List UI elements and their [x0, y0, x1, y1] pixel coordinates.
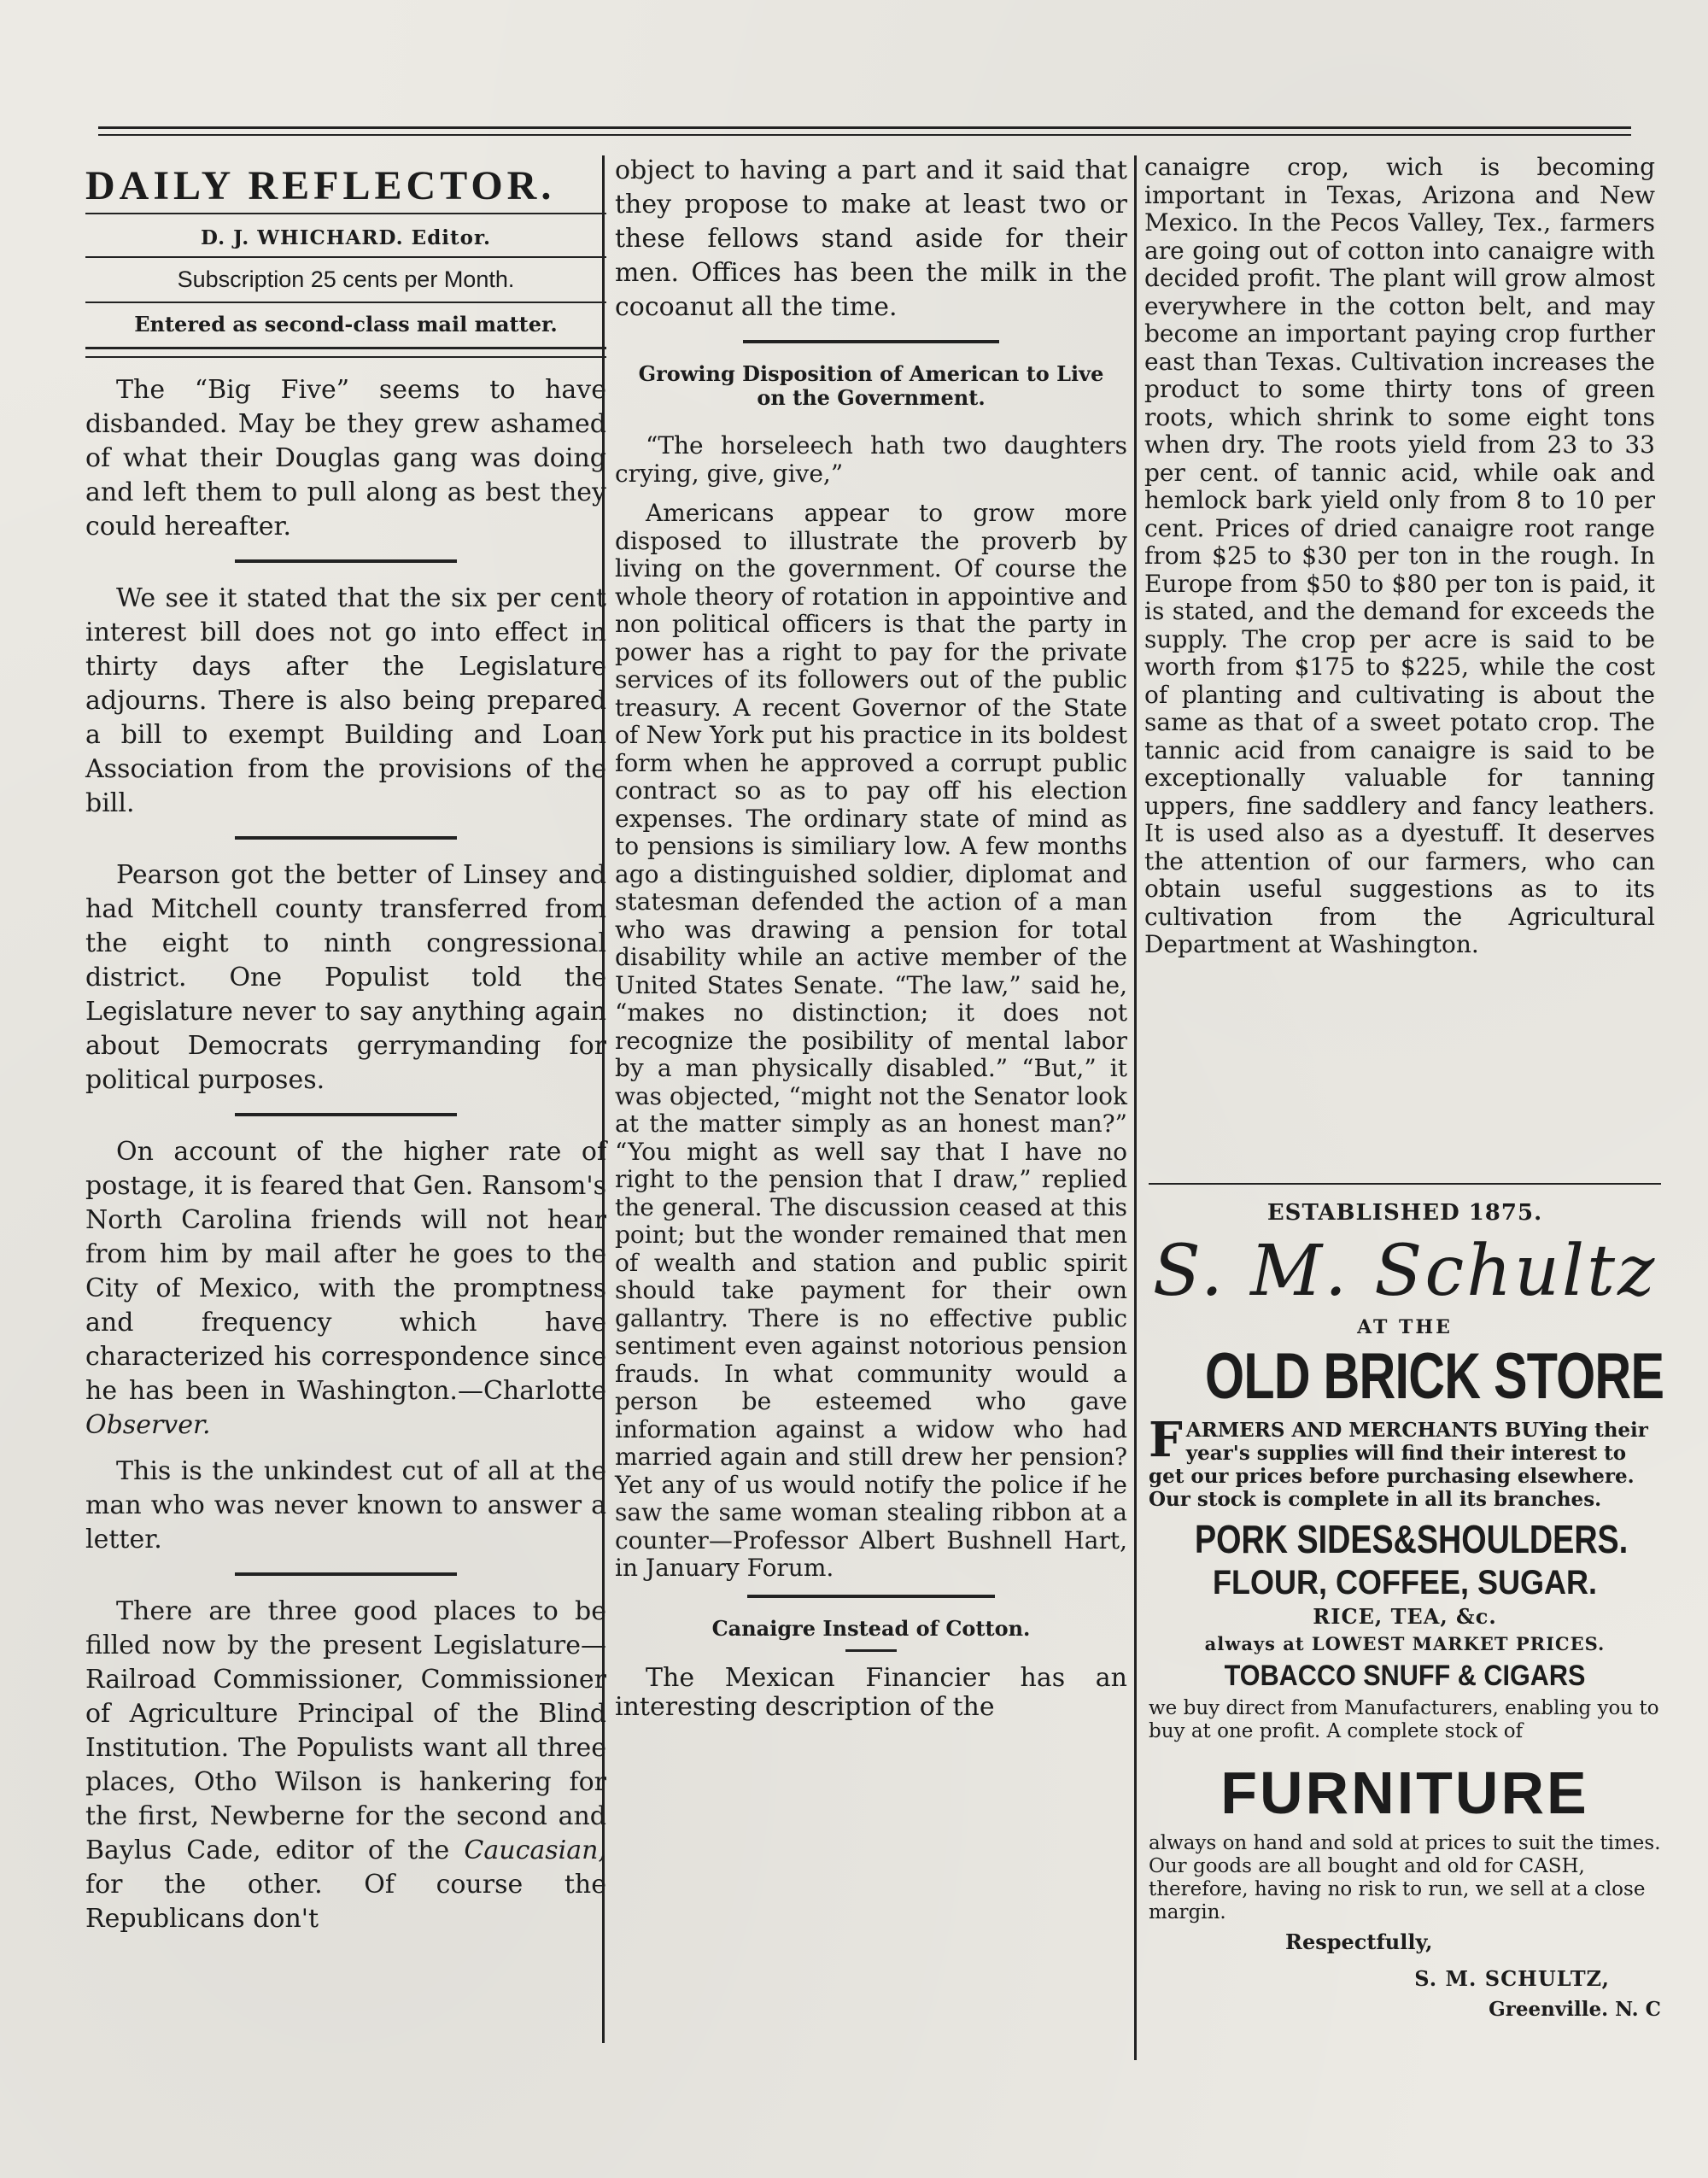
schultz-advertisement: [1149, 1183, 1664, 2021]
separator-rule: [743, 340, 999, 343]
article-big-five: The “Big Five” seems to have disbanded. May be they grew ashamed of what their Douglas gang was doing and left them to pull along as best they could hereafter.: [85, 375, 606, 542]
article-pensions: Americans appear to grow more disposed to illustrate the proverb by living on the government. Of course the whole theory of rotation in appointive and non political officers is that the party in power has a right to pay for the private services of its followers out of the public treasury. A recent Governor of the State of New York put his practice in its boldest form when he approved a corrupt public contract so as to pay off his election expenses. The ordinary state of mind as to pensions is similiary low. A few months ago a distinguished soldier, diplomat and statesman defended the action of a man who was drawing a pension for total disability while an active member of the United States Senate. “The law,” said he, “makes no distinction; it does not recognize the posibility of mental labor by a man physically disabled.” “But,” it was objected, “might not the Senator look at the matter simply as an honest man?” “You might as well say that I have no right to the pension that I draw,” replied the general. The discussion ceased at this point; but the wonder remained that men of wealth and station and public spirit should take payment for their own gallantry. There is no effective public sentiment even against notorious pension frauds. In what community would a person be esteemed who gave information against a widow who had married again and still drew her pension? Yet any of us would notify the police if he saw the same woman stealing ribbon at a counter—Professor Albert Bushnell Hart, in January Forum.: [615, 499, 1127, 1582]
source-observer: Observer.: [85, 1410, 211, 1440]
ad-pork: PORK SIDES&SHOULDERS.: [1195, 1517, 1629, 1561]
headline-disposition: Growing Disposition of American to Live on the Government.: [638, 361, 1104, 410]
separator-rule: [235, 836, 457, 840]
article-postage: [85, 1135, 606, 1443]
article-canaigre-continued: canaigre crop, wich is becoming important in Texas, Arizona and New Mexico. In the Pecos Valley, Tex., farmers are going out of cotton into canaigre with decided profit. The plant will grow almost everywhere in the cotton belt, and may become an important paying crop further east than Texas. Cultivation increases the product to some thirty tons of green roots, which shrink to some eight tons when dry. The roots yield from 23 to 33 per cent. of tannic acid, while oak and hemlock bark yield only from 8 to 10 per cent. Prices of dried canaigre root range from $25 to $30 per ton in the rough. In Europe from $50 to $80 per ton is paid, it is stated, and the demand for exceeds the supply. The crop per acre is said to be worth from $175 to $225, while the cost of planting and cultivating is about the same as that of a sweet potato crop. The tannic acid from canaigre is said to be exceptionally valuable for tanning uppers, fine saddlery and fancy leathers. It is used also as a dyestuff. It deserves the attention of our farmers, who can obtain useful suggestions as to its cultivation from the Agricultural Department at Washington.: [1144, 153, 1655, 958]
article-three-places-text: There are three good places to be filled now by the present Legislature—Railroad Commissioner, Commissioner of Agriculture Principal of the Blind Institution. The Populists want all three places, Otho Wilson is hankering for the first, Newberne for the second and Baylus Cade, editor of the: [85, 1596, 606, 1865]
article-postage-text: On account of the higher rate of postage, it is feared that Gen. Ransom's North Carolina friends will not hear from him by mail after he goes to the City of Mexico, with the promptness and frequency which have characterized his correspondence since he has been in Washington.—Charlotte: [85, 1137, 606, 1406]
ad-signature: S. M. SCHULTZ,: [1414, 1966, 1610, 1991]
article-interest-bill: We see it stated that the six per cent interest bill does not go into effect in thirty days after the Legislature adjourns. There is also being prepared a bill to exempt Building and Loan Association from the provisions of the bill.: [85, 583, 606, 818]
ad-furniture: FURNITURE: [1220, 1759, 1589, 1826]
top-rule: [98, 126, 1631, 129]
ad-respectfully: Respectfully,: [1285, 1929, 1433, 1954]
ad-location: Greenville. N. C: [1489, 1998, 1661, 2021]
ad-cash-terms: always on hand and sold at prices to suit the times. Our goods are all bought and old for CASH, therefore, having no risk to run, we sell at a close margin.: [1149, 1832, 1661, 1923]
article-pearson: Pearson got the better of Linsey and had Mitchell county transferred from the eight to ninth congressional district. One Populist told the Legislature never to say anything again about Democrats gerrymanding for political purposes.: [85, 860, 606, 1095]
quote-horseleech: “The horseleech hath two daughters crying, give, give,”: [615, 431, 1127, 488]
ad-tobacco: TOBACCO SNUFF & CIGARS: [1224, 1660, 1586, 1692]
top-rule-thin: [98, 134, 1631, 136]
headline-canaigre: Canaigre Instead of Cotton.: [711, 1615, 1031, 1641]
separator-rule: [235, 1572, 457, 1576]
column-3: [1136, 154, 1664, 971]
separator-rule: [235, 559, 457, 563]
article-offices: object to having a part and it said that they propose to make at least two or these fellows stand aside for their men. Offices has been the milk in the cocoanut all the time.: [615, 155, 1127, 322]
ad-script-name: S. M. Schultz: [1152, 1231, 1658, 1312]
separator-rule: [235, 1113, 457, 1116]
separator-rule: [747, 1595, 995, 1598]
article-three-places-end: for the other. Of course the Republicans don't: [85, 1870, 606, 1934]
ad-established: ESTABLISHED 1875.: [1266, 1200, 1543, 1226]
ad-dropcap: F: [1149, 1412, 1183, 1468]
caucasian-italic: Caucasian,: [464, 1835, 606, 1865]
article-unkindest-cut: This is the unkindest cut of all at the man who was never known to answer a letter.: [85, 1456, 606, 1554]
column-2: [606, 154, 1136, 1734]
subscription-line: Subscription 25 cents per Month.: [85, 256, 606, 302]
ad-at-the: AT THE: [1357, 1316, 1453, 1338]
masthead-title: DAILY REFLECTOR.: [85, 163, 556, 208]
ad-store-name: OLD BRICK STORE: [1205, 1340, 1664, 1413]
article-three-places: [85, 1595, 606, 1936]
ad-manufacturers: we buy direct from Manufacturers, enabling you to buy at one profit. A complete stock of: [1149, 1697, 1659, 1742]
masthead-rule: [85, 349, 606, 358]
ad-intro: [1149, 1412, 1661, 1511]
ad-market-prices: always at LOWEST MARKET PRICES.: [1204, 1633, 1606, 1654]
ad-intro-text: ARMERS AND MERCHANTS BUYing their year's supplies will find their interest to get our prices before purchasing elsewhere. Our stock is complete in all its branches.: [1149, 1419, 1648, 1511]
separator-short: [845, 1649, 897, 1652]
article-canaigre-start: The Mexican Financier has an interesting description of the: [615, 1662, 1127, 1722]
column-1: [85, 154, 606, 1948]
mail-notice: Entered as second-class mail matter.: [85, 302, 606, 349]
ad-flour: FLOUR, COFFEE, SUGAR.: [1213, 1564, 1597, 1601]
ad-rice: RICE, TEA, &c.: [1313, 1604, 1497, 1629]
editor-line: D. J. WHICHARD. Editor.: [85, 213, 606, 256]
